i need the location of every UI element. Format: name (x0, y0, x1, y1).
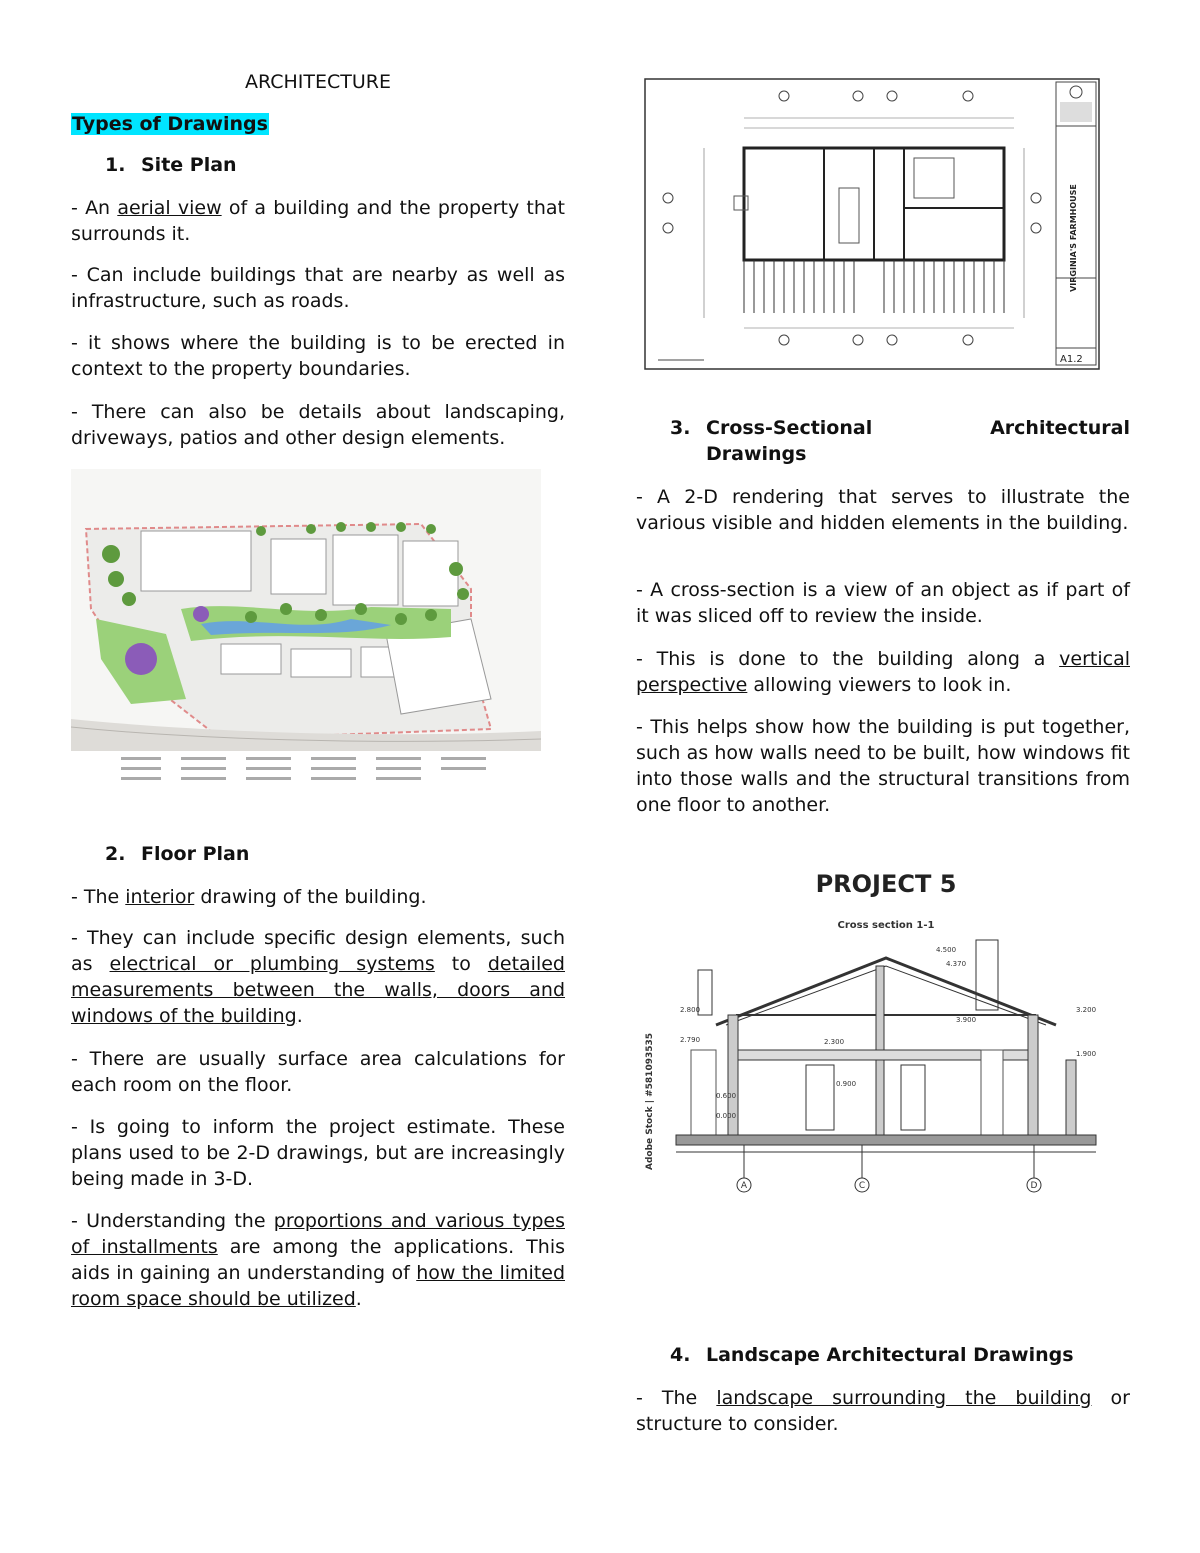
site-plan-paragraph-4: - There can also be details about landscaping, driveways, patios and other design elements. (71, 401, 565, 449)
section-label-highlight: Types of Drawings (72, 113, 268, 135)
svg-text:0.600: 0.600 (716, 1092, 737, 1100)
cross-section-paragraph-4: - This helps show how the building is put together, such as how walls need to be built, how windows fit into those walls and the structural transitions from one floor to another. (636, 716, 1130, 816)
drawing-title: PROJECT 5 (815, 870, 957, 898)
text-run: . (296, 1005, 303, 1027)
underlined-term: landscape surrounding the building (716, 1387, 1092, 1409)
text-run: of a building and the property that surrounds it. (71, 197, 565, 245)
text-run: - Understanding the (71, 1210, 274, 1232)
heading-number: 2. (105, 843, 126, 865)
site-plan-drawing (71, 469, 541, 789)
heading-landscape (670, 1342, 1074, 1368)
floor-plan-paragraph-3: - There are usually surface area calculations for each room on the floor. (71, 1048, 565, 1096)
cross-section-figure (636, 840, 1130, 1240)
title-block-name: VIRGINIA'S FARMHOUSE (1069, 184, 1078, 292)
svg-text:2.300: 2.300 (824, 1038, 845, 1046)
text-run: - The (636, 1387, 717, 1409)
text-run: - The (71, 886, 126, 908)
purple-tree-icon (193, 606, 209, 622)
heading-text: Landscape Architectural Drawings (706, 1344, 1074, 1366)
heading-site-plan (105, 152, 237, 178)
floor-plan-figure (644, 78, 1100, 370)
floor-plan-drawing (644, 78, 1100, 370)
underlined-term: vertical perspective (636, 648, 1130, 696)
site-plan-paragraph-1 (71, 195, 565, 247)
heading-number: 3. (670, 417, 691, 439)
text-run: - They can include specific design elements, such as (71, 927, 565, 975)
axis-label: A (740, 1181, 748, 1191)
landscape-paragraph-1 (636, 1385, 1130, 1437)
svg-text:4.370: 4.370 (946, 960, 967, 968)
cross-section-paragraph-2: - A cross-section is a view of an object as if part of it was sliced off to review the inside. (636, 579, 1130, 627)
building-block (271, 539, 326, 594)
heading-text: Floor Plan (141, 843, 250, 865)
document-title: ARCHITECTURE (244, 71, 391, 93)
door (901, 1065, 925, 1130)
text-run: are among the applications. This aids in gaining an understanding of (71, 1236, 565, 1284)
text-run: or structure to consider. (636, 1387, 1130, 1435)
heading-floor-plan (105, 841, 249, 867)
floor-plan-paragraph-1 (71, 884, 427, 910)
svg-text:4.500: 4.500 (936, 946, 957, 954)
underlined-term: proportions and various types of installments (71, 1210, 565, 1258)
legend (121, 757, 486, 780)
svg-text:3.200: 3.200 (1076, 1006, 1097, 1014)
underlined-term: interior (125, 886, 195, 908)
building-block (291, 649, 351, 677)
text-run: . (355, 1288, 362, 1310)
heading-text: Drawings (706, 443, 807, 465)
text-run: - This is done to the building along a (636, 648, 1060, 670)
building-block (403, 541, 458, 606)
section-label (71, 112, 269, 136)
building-block (141, 531, 251, 591)
svg-text:3.900: 3.900 (956, 1016, 977, 1024)
heading-text: Architectural (990, 417, 1130, 439)
svg-text:0.000: 0.000 (716, 1112, 737, 1120)
text-run: allowing viewers to look in. (747, 674, 1012, 696)
site-plan-figure (71, 469, 541, 789)
drawing-subtitle: Cross section 1-1 (837, 920, 935, 931)
underlined-term: aerial view (117, 197, 222, 219)
svg-text:1.900: 1.900 (1076, 1050, 1097, 1058)
underlined-term: how the limited room space should be utilized (71, 1262, 565, 1310)
cross-section-drawing (636, 840, 1130, 1240)
underlined-term: detailed measurements between the walls, doors and windows of the building (71, 953, 565, 1027)
floor-plan-paragraph-5 (71, 1208, 565, 1312)
heading-text: Cross-Sectional (706, 417, 873, 439)
purple-tree-icon (125, 643, 157, 675)
heading-text: Site Plan (141, 154, 237, 176)
floor-plan-paragraph-4: - Is going to inform the project estimate. These plans used to be 2-D drawings, but are increasingly being made in 3-D. (71, 1116, 565, 1190)
building-block (333, 535, 398, 605)
text-run: drawing of the building. (194, 886, 427, 908)
heading-cross-section (670, 415, 1130, 467)
axis-label: D (1030, 1181, 1038, 1191)
svg-text:2.800: 2.800 (680, 1006, 701, 1014)
text-run: - An (71, 197, 118, 219)
svg-text:0.900: 0.900 (836, 1080, 857, 1088)
axis-label: C (858, 1181, 866, 1191)
floor-plan-paragraph-2 (71, 925, 565, 1029)
site-plan-paragraph-3: - it shows where the building is to be erected in context to the property boundaries. (71, 332, 565, 380)
text-run: to (434, 953, 488, 975)
svg-text:2.790: 2.790 (680, 1036, 701, 1044)
underlined-term: electrical or plumbing systems (109, 953, 435, 975)
heading-number: 4. (670, 1344, 691, 1366)
sheet-number: A1.2 (1060, 354, 1083, 365)
building-block (221, 644, 281, 674)
heading-line (706, 415, 1130, 441)
cross-section-paragraph-3 (636, 646, 1130, 698)
site-plan-paragraph-2: - Can include buildings that are nearby as well as infrastructure, such as roads. (71, 264, 565, 312)
cross-section-paragraph-1: - A 2-D rendering that serves to illustrate the various visible and hidden elements in the building. (636, 486, 1130, 534)
stock-watermark: Adobe Stock | #581093535 (645, 1032, 655, 1170)
door (806, 1065, 834, 1130)
heading-number: 1. (105, 154, 126, 176)
